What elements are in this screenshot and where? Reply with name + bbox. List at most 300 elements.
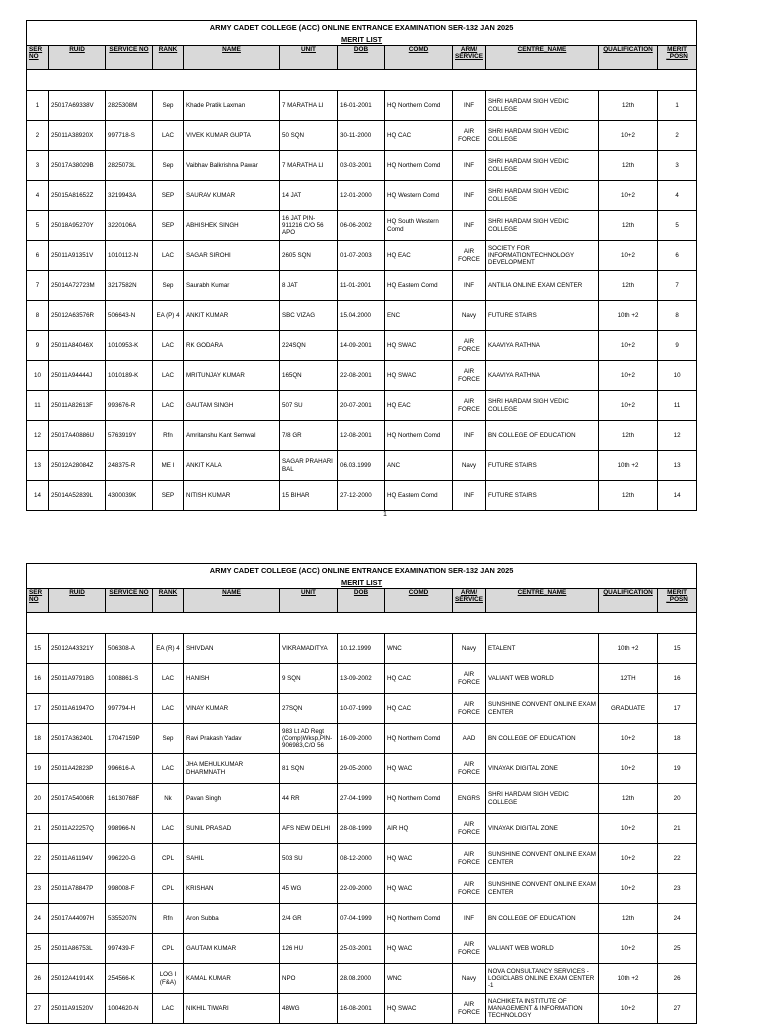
centre-name-cell: SHRI HARDAM SIGH VEDIC COLLEGE bbox=[486, 784, 599, 814]
unit-cell: 50 SQN bbox=[280, 121, 338, 151]
qualification-cell: 12th bbox=[599, 91, 658, 121]
dob-cell: 22-08-2001 bbox=[338, 361, 385, 391]
arm-service-cell: AIR FORCE bbox=[453, 241, 486, 271]
merit-posn-cell: 1 bbox=[658, 91, 697, 121]
arm-service-cell: AIR FORCE bbox=[453, 361, 486, 391]
column-header: RANK bbox=[153, 589, 184, 613]
service-no-cell: 17047159P bbox=[106, 724, 153, 754]
ruid-cell: 25011A38920X bbox=[49, 121, 106, 151]
ser-no-cell: 10 bbox=[27, 361, 49, 391]
comd-cell: HQ CAC bbox=[385, 664, 453, 694]
ruid-cell: 25012A63576R bbox=[49, 301, 106, 331]
column-header: NAME bbox=[184, 46, 280, 70]
ruid-cell: 25011A86753L bbox=[49, 934, 106, 964]
ser-no-cell: 12 bbox=[27, 421, 49, 451]
name-cell: SAURAV KUMAR bbox=[184, 181, 280, 211]
comd-cell: HQ EAC bbox=[385, 241, 453, 271]
merit-posn-cell: 15 bbox=[658, 634, 697, 664]
column-header: QUALIFICATION bbox=[599, 589, 658, 613]
comd-cell: HQ Northern Comd bbox=[385, 784, 453, 814]
service-no-cell: 3220106A bbox=[106, 211, 153, 241]
rank-cell: CPL bbox=[153, 934, 184, 964]
service-no-cell: 506643-N bbox=[106, 301, 153, 331]
comd-cell: HQ WAC bbox=[385, 874, 453, 904]
comd-cell: HQ Northern Comd bbox=[385, 91, 453, 121]
ruid-cell: 25018A95270Y bbox=[49, 211, 106, 241]
table-row bbox=[27, 634, 697, 664]
ser-no-cell: 2 bbox=[27, 121, 49, 151]
centre-name-cell: SHRI HARDAM SIGH VEDIC COLLEGE bbox=[486, 391, 599, 421]
table-row bbox=[27, 481, 697, 511]
qualification-cell: 10+2 bbox=[599, 181, 658, 211]
service-no-cell: 3219943A bbox=[106, 181, 153, 211]
centre-name-cell: ANTILIA ONLINE EXAM CENTER bbox=[486, 271, 599, 301]
unit-cell: 7 MARATHA LI bbox=[280, 91, 338, 121]
column-header: SER NO bbox=[27, 589, 49, 613]
merit-posn-cell: 21 bbox=[658, 814, 697, 844]
qualification-cell: 10th +2 bbox=[599, 964, 658, 994]
rank-cell: Sep bbox=[153, 724, 184, 754]
merit-table bbox=[26, 20, 697, 511]
ser-no-cell: 5 bbox=[27, 211, 49, 241]
unit-cell: 14 JAT bbox=[280, 181, 338, 211]
merit-posn-cell: 16 bbox=[658, 664, 697, 694]
merit-posn-cell: 14 bbox=[658, 481, 697, 511]
dob-cell: 20-07-2001 bbox=[338, 391, 385, 421]
rank-cell: CPL bbox=[153, 874, 184, 904]
rank-cell: LAC bbox=[153, 391, 184, 421]
column-header: CENTRE_NAME bbox=[486, 589, 599, 613]
service-no-cell: 997718-S bbox=[106, 121, 153, 151]
name-cell: VIVEK KUMAR GUPTA bbox=[184, 121, 280, 151]
ruid-cell: 25012A41914X bbox=[49, 964, 106, 994]
name-cell: Amritanshu Kant Semwal bbox=[184, 421, 280, 451]
name-cell: RK GODARA bbox=[184, 331, 280, 361]
table-row bbox=[27, 934, 697, 964]
service-no-cell: 16130768F bbox=[106, 784, 153, 814]
table-row bbox=[27, 904, 697, 934]
ser-no-cell: 20 bbox=[27, 784, 49, 814]
name-cell: SAGAR SIROHI bbox=[184, 241, 280, 271]
merit-list-subtitle: MERIT LIST bbox=[27, 34, 697, 46]
merit-posn-cell: 23 bbox=[658, 874, 697, 904]
ser-no-cell: 27 bbox=[27, 994, 49, 1024]
unit-cell: 7 MARATHA LI bbox=[280, 151, 338, 181]
service-no-cell: 998966-N bbox=[106, 814, 153, 844]
service-no-cell: 996220-G bbox=[106, 844, 153, 874]
rank-cell: LAC bbox=[153, 121, 184, 151]
ruid-cell: 25012A28084Z bbox=[49, 451, 106, 481]
merit-posn-cell: 20 bbox=[658, 784, 697, 814]
service-no-cell: 506308-A bbox=[106, 634, 153, 664]
rank-cell: SEP bbox=[153, 481, 184, 511]
unit-cell: SBC VIZAG bbox=[280, 301, 338, 331]
rank-cell: LAC bbox=[153, 241, 184, 271]
ser-no-cell: 25 bbox=[27, 934, 49, 964]
dob-cell: 16-09-2000 bbox=[338, 724, 385, 754]
arm-service-cell: INF bbox=[453, 211, 486, 241]
name-cell: Ravi Prakash Yadav bbox=[184, 724, 280, 754]
name-cell: ABHISHEK SINGH bbox=[184, 211, 280, 241]
arm-service-cell: INF bbox=[453, 91, 486, 121]
rank-cell: LAC bbox=[153, 994, 184, 1024]
unit-cell: 9 SQN bbox=[280, 664, 338, 694]
dob-cell: 12-08-2001 bbox=[338, 421, 385, 451]
column-header: MERIT _POSN bbox=[658, 589, 697, 613]
table-row bbox=[27, 844, 697, 874]
table-row bbox=[27, 391, 697, 421]
name-cell: GAUTAM SINGH bbox=[184, 391, 280, 421]
column-header: NAME bbox=[184, 589, 280, 613]
arm-service-cell: AIR FORCE bbox=[453, 994, 486, 1024]
rank-cell: Sep bbox=[153, 91, 184, 121]
table-row bbox=[27, 814, 697, 844]
name-cell: Khade Pratik Laxman bbox=[184, 91, 280, 121]
centre-name-cell: FUTURE STAIRS bbox=[486, 481, 599, 511]
table-row bbox=[27, 994, 697, 1024]
ser-no-cell: 24 bbox=[27, 904, 49, 934]
service-no-cell: 1010953-K bbox=[106, 331, 153, 361]
unit-cell: NPO bbox=[280, 964, 338, 994]
dob-cell: 15.04.2000 bbox=[338, 301, 385, 331]
dob-cell: 01-07-2003 bbox=[338, 241, 385, 271]
unit-cell: 503 SU bbox=[280, 844, 338, 874]
qualification-cell: 10th +2 bbox=[599, 301, 658, 331]
service-no-cell: 996616-A bbox=[106, 754, 153, 784]
name-cell: Saurabh Kumar bbox=[184, 271, 280, 301]
service-no-cell: 3217582N bbox=[106, 271, 153, 301]
arm-service-cell: AAD bbox=[453, 724, 486, 754]
merit-posn-cell: 12 bbox=[658, 421, 697, 451]
qualification-cell: 12th bbox=[599, 904, 658, 934]
table-row bbox=[27, 694, 697, 724]
qualification-cell: 12th bbox=[599, 151, 658, 181]
ruid-cell: 25014A52839L bbox=[49, 481, 106, 511]
name-cell: MRITUNJAY KUMAR bbox=[184, 361, 280, 391]
service-no-cell: 5355207N bbox=[106, 904, 153, 934]
arm-service-cell: AIR FORCE bbox=[453, 391, 486, 421]
name-cell: Aron Subba bbox=[184, 904, 280, 934]
table-row bbox=[27, 181, 697, 211]
centre-name-cell: FUTURE STAIRS bbox=[486, 301, 599, 331]
ruid-cell: 25015A81652Z bbox=[49, 181, 106, 211]
arm-service-cell: AIR FORCE bbox=[453, 694, 486, 724]
qualification-cell: 10+2 bbox=[599, 361, 658, 391]
rank-cell: LAC bbox=[153, 331, 184, 361]
arm-service-cell: INF bbox=[453, 151, 486, 181]
qualification-cell: 10+2 bbox=[599, 814, 658, 844]
merit-table bbox=[26, 563, 697, 1024]
rank-cell: EA (P) 4 bbox=[153, 301, 184, 331]
merit-posn-cell: 9 bbox=[658, 331, 697, 361]
ser-no-cell: 19 bbox=[27, 754, 49, 784]
qualification-cell: 10+2 bbox=[599, 994, 658, 1024]
arm-service-cell: AIR FORCE bbox=[453, 331, 486, 361]
ser-no-cell: 17 bbox=[27, 694, 49, 724]
dob-cell: 14-09-2001 bbox=[338, 331, 385, 361]
qualification-cell: 12th bbox=[599, 211, 658, 241]
qualification-cell: 12TH bbox=[599, 664, 658, 694]
qualification-cell: 10+2 bbox=[599, 874, 658, 904]
dob-cell: 03-03-2001 bbox=[338, 151, 385, 181]
unit-cell: SAGAR PRAHARI BAL bbox=[280, 451, 338, 481]
table-row bbox=[27, 301, 697, 331]
name-cell: KAMAL KUMAR bbox=[184, 964, 280, 994]
table-row bbox=[27, 964, 697, 994]
ruid-cell: 25017A69338V bbox=[49, 91, 106, 121]
comd-cell: HQ Eastern Comd bbox=[385, 271, 453, 301]
table-row bbox=[27, 874, 697, 904]
arm-service-cell: Navy bbox=[453, 634, 486, 664]
rank-cell: SEP bbox=[153, 211, 184, 241]
service-no-cell: 4300039K bbox=[106, 481, 153, 511]
centre-name-cell: SHRI HARDAM SIGH VEDIC COLLEGE bbox=[486, 211, 599, 241]
service-no-cell: 2825073L bbox=[106, 151, 153, 181]
table-row bbox=[27, 724, 697, 754]
merit-posn-cell: 7 bbox=[658, 271, 697, 301]
merit-posn-cell: 27 bbox=[658, 994, 697, 1024]
column-header: SERVICE NO bbox=[106, 589, 153, 613]
comd-cell: WNC bbox=[385, 964, 453, 994]
merit-posn-cell: 13 bbox=[658, 451, 697, 481]
centre-name-cell: VINAYAK DIGITAL ZONE bbox=[486, 754, 599, 784]
qualification-cell: 10th +2 bbox=[599, 451, 658, 481]
service-no-cell: 1008861-S bbox=[106, 664, 153, 694]
merit-posn-cell: 8 bbox=[658, 301, 697, 331]
centre-name-cell: BN COLLEGE OF EDUCATION bbox=[486, 904, 599, 934]
ruid-cell: 25011A84046X bbox=[49, 331, 106, 361]
table-row bbox=[27, 151, 697, 181]
unit-cell: 16 JAT PIN-911216 C/O 56 APO bbox=[280, 211, 338, 241]
centre-name-cell: SHRI HARDAM SIGH VEDIC COLLEGE bbox=[486, 151, 599, 181]
arm-service-cell: Navy bbox=[453, 301, 486, 331]
dob-cell: 27-12-2000 bbox=[338, 481, 385, 511]
qualification-cell: 12th bbox=[599, 271, 658, 301]
arm-service-cell: AIR FORCE bbox=[453, 814, 486, 844]
column-header: COMD bbox=[385, 589, 453, 613]
dob-cell: 27-04-1999 bbox=[338, 784, 385, 814]
column-header: MERIT _POSN bbox=[658, 46, 697, 70]
dob-cell: 16-08-2001 bbox=[338, 994, 385, 1024]
centre-name-cell: VALIANT WEB WORLD bbox=[486, 934, 599, 964]
arm-service-cell: Navy bbox=[453, 964, 486, 994]
comd-cell: HQ CAC bbox=[385, 121, 453, 151]
merit-list-page-1 bbox=[26, 20, 696, 511]
arm-service-cell: ENGRS bbox=[453, 784, 486, 814]
qualification-cell: 10+2 bbox=[599, 724, 658, 754]
merit-posn-cell: 19 bbox=[658, 754, 697, 784]
name-cell: SAHIL bbox=[184, 844, 280, 874]
ruid-cell: 25011A78847P bbox=[49, 874, 106, 904]
centre-name-cell: VALIANT WEB WORLD bbox=[486, 664, 599, 694]
merit-posn-cell: 17 bbox=[658, 694, 697, 724]
unit-cell: 81 SQN bbox=[280, 754, 338, 784]
comd-cell: AIR HQ bbox=[385, 814, 453, 844]
name-cell: HANISH bbox=[184, 664, 280, 694]
name-cell: ANKIT KUMAR bbox=[184, 301, 280, 331]
arm-service-cell: AIR FORCE bbox=[453, 844, 486, 874]
ser-no-cell: 22 bbox=[27, 844, 49, 874]
ser-no-cell: 1 bbox=[27, 91, 49, 121]
arm-service-cell: AIR FORCE bbox=[453, 754, 486, 784]
name-cell: SUNIL PRASAD bbox=[184, 814, 280, 844]
merit-posn-cell: 26 bbox=[658, 964, 697, 994]
dob-cell: 25-03-2001 bbox=[338, 934, 385, 964]
unit-cell: 126 HU bbox=[280, 934, 338, 964]
merit-posn-cell: 24 bbox=[658, 904, 697, 934]
qualification-cell: 12th bbox=[599, 421, 658, 451]
arm-service-cell: INF bbox=[453, 421, 486, 451]
ruid-cell: 25011A91351V bbox=[49, 241, 106, 271]
unit-cell: 45 WG bbox=[280, 874, 338, 904]
unit-cell: 224SQN bbox=[280, 331, 338, 361]
centre-name-cell: SOCIETY FOR INFORMATIONTECHNOLOGY DEVELOPMENT bbox=[486, 241, 599, 271]
table-row bbox=[27, 211, 697, 241]
merit-list-title: ARMY CADET COLLEGE (ACC) ONLINE ENTRANCE EXAMINATION SER-132 JAN 2025 bbox=[27, 21, 697, 35]
rank-cell: LOG I (F&A) bbox=[153, 964, 184, 994]
dob-cell: 29-05-2000 bbox=[338, 754, 385, 784]
ser-no-cell: 8 bbox=[27, 301, 49, 331]
arm-service-cell: AIR FORCE bbox=[453, 664, 486, 694]
column-header: QUALIFICATION bbox=[599, 46, 658, 70]
table-row bbox=[27, 331, 697, 361]
table-body bbox=[27, 91, 697, 511]
comd-cell: HQ Northern Comd bbox=[385, 724, 453, 754]
unit-cell: 7/8 GR bbox=[280, 421, 338, 451]
column-header: ARM/ SERVICE bbox=[453, 589, 486, 613]
ser-no-cell: 26 bbox=[27, 964, 49, 994]
column-header: DOB bbox=[338, 46, 385, 70]
merit-posn-cell: 2 bbox=[658, 121, 697, 151]
dob-cell: 06.03.1999 bbox=[338, 451, 385, 481]
arm-service-cell: INF bbox=[453, 271, 486, 301]
dob-cell: 28-08-1999 bbox=[338, 814, 385, 844]
merit-posn-cell: 3 bbox=[658, 151, 697, 181]
rank-cell: Nk bbox=[153, 784, 184, 814]
qualification-cell: 10+2 bbox=[599, 241, 658, 271]
name-cell: ANKIT KALA bbox=[184, 451, 280, 481]
unit-cell: 44 RR bbox=[280, 784, 338, 814]
ruid-cell: 25011A91520V bbox=[49, 994, 106, 1024]
column-header: SERVICE NO bbox=[106, 46, 153, 70]
name-cell: SHIVDAN bbox=[184, 634, 280, 664]
ruid-cell: 25017A36240L bbox=[49, 724, 106, 754]
table-row bbox=[27, 91, 697, 121]
column-header: RUID bbox=[49, 46, 106, 70]
service-no-cell: 1004620-N bbox=[106, 994, 153, 1024]
unit-cell: 2/4 GR bbox=[280, 904, 338, 934]
name-cell: VINAY KUMAR bbox=[184, 694, 280, 724]
arm-service-cell: AIR FORCE bbox=[453, 874, 486, 904]
dob-cell: 30-11-2000 bbox=[338, 121, 385, 151]
centre-name-cell: SUNSHINE CONVENT ONLINE EXAM CENTER bbox=[486, 694, 599, 724]
rank-cell: Sep bbox=[153, 151, 184, 181]
ruid-cell: 25017A44097H bbox=[49, 904, 106, 934]
merit-list-page-2 bbox=[26, 563, 696, 1024]
column-header: UNIT bbox=[280, 46, 338, 70]
name-cell: NIKHIL TIWARI bbox=[184, 994, 280, 1024]
service-no-cell: 993676-R bbox=[106, 391, 153, 421]
column-header: DOB bbox=[338, 589, 385, 613]
arm-service-cell: AIR FORCE bbox=[453, 934, 486, 964]
column-header: COMD bbox=[385, 46, 453, 70]
centre-name-cell: KAAVIYA RATHNA bbox=[486, 361, 599, 391]
arm-service-cell: INF bbox=[453, 181, 486, 211]
comd-cell: ANC bbox=[385, 451, 453, 481]
name-cell: Vaibhav Balkrishna Pawar bbox=[184, 151, 280, 181]
merit-list-subtitle: MERIT LIST bbox=[27, 577, 697, 589]
rank-cell: ME I bbox=[153, 451, 184, 481]
ser-no-cell: 9 bbox=[27, 331, 49, 361]
unit-cell: 165QN bbox=[280, 361, 338, 391]
column-header: SER NO bbox=[27, 46, 49, 70]
table-row bbox=[27, 271, 697, 301]
centre-name-cell: SHRI HARDAM SIGH VEDIC COLLEGE bbox=[486, 91, 599, 121]
dob-cell: 22-09-2000 bbox=[338, 874, 385, 904]
service-no-cell: 1010189-K bbox=[106, 361, 153, 391]
rank-cell: SEP bbox=[153, 181, 184, 211]
table-row bbox=[27, 121, 697, 151]
table-body bbox=[27, 634, 697, 1024]
unit-cell: 2605 SQN bbox=[280, 241, 338, 271]
column-header: UNIT bbox=[280, 589, 338, 613]
ruid-cell: 25011A61194V bbox=[49, 844, 106, 874]
rank-cell: Rfn bbox=[153, 421, 184, 451]
comd-cell: HQ SWAC bbox=[385, 994, 453, 1024]
centre-name-cell: BN COLLEGE OF EDUCATION bbox=[486, 724, 599, 754]
merit-posn-cell: 22 bbox=[658, 844, 697, 874]
comd-cell: WNC bbox=[385, 634, 453, 664]
unit-cell: 27SQN bbox=[280, 694, 338, 724]
comd-cell: HQ WAC bbox=[385, 934, 453, 964]
dob-cell: 08-12-2000 bbox=[338, 844, 385, 874]
arm-service-cell: AIR FORCE bbox=[453, 121, 486, 151]
dob-cell: 10-07-1999 bbox=[338, 694, 385, 724]
table-header bbox=[27, 589, 697, 613]
service-no-cell: 1010112-N bbox=[106, 241, 153, 271]
ser-no-cell: 6 bbox=[27, 241, 49, 271]
centre-name-cell: SHRI HARDAM SIGH VEDIC COLLEGE bbox=[486, 181, 599, 211]
table-header bbox=[27, 46, 697, 70]
centre-name-cell: FUTURE STAIRS bbox=[486, 451, 599, 481]
qualification-cell: 10th +2 bbox=[599, 634, 658, 664]
rank-cell: LAC bbox=[153, 361, 184, 391]
comd-cell: HQ CAC bbox=[385, 694, 453, 724]
ser-no-cell: 4 bbox=[27, 181, 49, 211]
qualification-cell: 10+2 bbox=[599, 844, 658, 874]
qualification-cell: 10+2 bbox=[599, 331, 658, 361]
ruid-cell: 25012A43321Y bbox=[49, 634, 106, 664]
qualification-cell: 12th bbox=[599, 481, 658, 511]
ruid-cell: 25017A54006R bbox=[49, 784, 106, 814]
rank-cell: Sep bbox=[153, 271, 184, 301]
table-row bbox=[27, 784, 697, 814]
ruid-cell: 25011A61947O bbox=[49, 694, 106, 724]
comd-cell: HQ WAC bbox=[385, 754, 453, 784]
centre-name-cell: SUNSHINE CONVENT ONLINE EXAM CENTER bbox=[486, 844, 599, 874]
column-header: ARM/ SERVICE bbox=[453, 46, 486, 70]
ruid-cell: 25011A97918G bbox=[49, 664, 106, 694]
centre-name-cell: NOVA CONSULTANCY SERVICES - LOGICLABS ONLINE EXAM CENTER -1 bbox=[486, 964, 599, 994]
table-row bbox=[27, 754, 697, 784]
name-cell: KRISHAN bbox=[184, 874, 280, 904]
rank-cell: EA (R) 4 bbox=[153, 634, 184, 664]
centre-name-cell: SUNSHINE CONVENT ONLINE EXAM CENTER bbox=[486, 874, 599, 904]
dob-cell: 06-06-2002 bbox=[338, 211, 385, 241]
ruid-cell: 25011A94444J bbox=[49, 361, 106, 391]
ser-no-cell: 11 bbox=[27, 391, 49, 421]
rank-cell: LAC bbox=[153, 664, 184, 694]
